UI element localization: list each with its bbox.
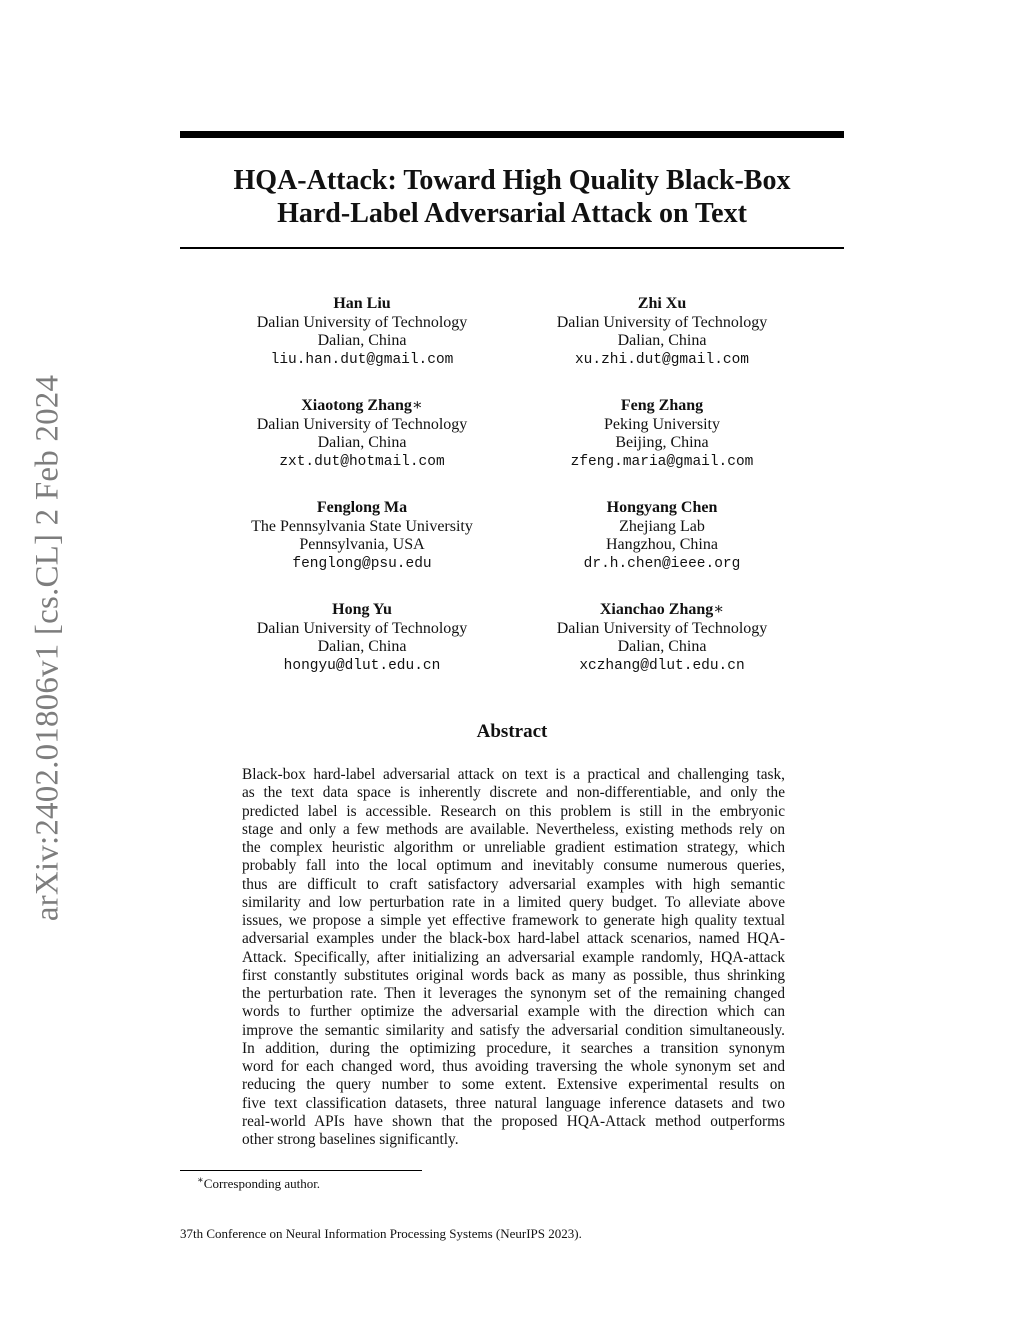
abstract-line: real-world APIs have shown that the proposed HQA-Attack method outperforms xyxy=(242,1112,785,1130)
author-affiliation: Dalian University of Technology xyxy=(256,313,468,331)
venue-notice: 37th Conference on Neural Information Processing Systems (NeurIPS 2023). xyxy=(180,1226,582,1241)
author-name-text: Hongyang Chen xyxy=(606,499,718,516)
author-affiliation: Dalian University of Technology xyxy=(556,313,768,331)
author-name xyxy=(512,295,812,314)
paper-title xyxy=(180,164,844,230)
author-name xyxy=(212,601,512,620)
author-email: dr.h.chen@ieee.org xyxy=(583,555,741,572)
paper-title-line-2: Hard-Label Adversarial Attack on Text xyxy=(277,198,747,229)
author-email: xczhang@dlut.edu.cn xyxy=(579,657,745,674)
author-affiliation: Peking University xyxy=(604,415,720,433)
author-email: liu.han.dut@gmail.com xyxy=(270,351,454,368)
abstract-line: improve the semantic similarity and satisfy the adversarial condition simultaneously. xyxy=(242,1021,785,1039)
author-affiliation: Dalian University of Technology xyxy=(256,415,468,433)
abstract-line: stage and only a few methods are available. Nevertheless, existing methods rely on xyxy=(242,820,785,838)
abstract-line: five text classification datasets, three natural language inference datasets and two xyxy=(242,1094,785,1112)
author-name-text: Hong Yu xyxy=(332,601,392,618)
author-block-hongyang-chen xyxy=(512,499,812,573)
abstract-line: In addition, during the optimizing procedure, it searches a transition synonym xyxy=(242,1039,785,1057)
author-block-feng-zhang xyxy=(512,397,812,471)
arxiv-identifier-text: arXiv:2402.01806v1 [cs.CL] 2 Feb 2024 xyxy=(29,374,66,921)
author-block-xianchao-zhang xyxy=(512,601,812,675)
author-name xyxy=(212,397,512,416)
abstract-line: as the text data space is inherently discrete and non-differentiable, and only the xyxy=(242,784,785,802)
author-name-text: Zhi Xu xyxy=(637,295,687,312)
author-name-text: Feng Zhang xyxy=(620,397,704,414)
abstract-line: Attack. Specifically, after initializing an adversarial example randomly, HQA-attack xyxy=(242,948,785,966)
abstract-line: thus are difficult to craft satisfactory adversarial examples with high semantic xyxy=(242,875,785,893)
author-name xyxy=(512,397,812,416)
title-bottom-rule xyxy=(180,247,844,249)
abstract-line: the complex heuristic algorithm or unreliable gradient estimation strategy, which xyxy=(242,839,785,856)
author-email: fenglong@psu.edu xyxy=(292,555,432,572)
author-location: Pennsylvania, USA xyxy=(299,536,425,553)
corresponding-mark: ∗ xyxy=(411,397,423,414)
abstract-line: issues, we propose a simple yet effective framework to generate high quality textual xyxy=(242,912,785,929)
abstract-line: other strong baselines significantly. xyxy=(242,1131,459,1148)
author-name-text: Fenglong Ma xyxy=(316,499,408,516)
author-email: zxt.dut@hotmail.com xyxy=(279,453,445,470)
author-block-hong-yu xyxy=(212,601,512,675)
author-affiliation: Dalian University of Technology xyxy=(556,619,768,637)
abstract-heading: Abstract xyxy=(476,721,548,742)
author-email: xu.zhi.dut@gmail.com xyxy=(574,351,750,368)
abstract-line: adversarial examples under the black-box hard-label attack scenarios, named HQA- xyxy=(242,930,785,948)
footnote-text: Corresponding author. xyxy=(203,1176,321,1191)
author-location: Hangzhou, China xyxy=(606,536,718,553)
author-location: Dalian, China xyxy=(617,638,707,655)
author-affiliation: Dalian University of Technology xyxy=(256,619,468,637)
author-block-xiaotong-zhang xyxy=(212,397,512,471)
corresponding-mark: ∗ xyxy=(713,601,725,618)
author-name-text: Xianchao Zhang xyxy=(599,601,714,618)
author-block-zhi-xu xyxy=(512,295,812,369)
footnote-rule xyxy=(180,1170,422,1171)
author-name-text: Han Liu xyxy=(333,295,391,312)
paper-title-line-1: HQA-Attack: Toward High Quality Black-Box xyxy=(233,165,791,196)
author-location: Dalian, China xyxy=(317,332,407,349)
abstract-body xyxy=(242,766,785,1149)
author-affiliation: The Pennsylvania State University xyxy=(251,517,473,535)
author-email: hongyu@dlut.edu.cn xyxy=(283,657,441,674)
author-location: Dalian, China xyxy=(317,434,407,451)
author-block-han-liu xyxy=(212,295,512,369)
author-name xyxy=(212,295,512,314)
abstract-line: words to further optimize the adversarial example with the direction which can xyxy=(242,1003,785,1021)
footnote xyxy=(197,1175,320,1192)
author-block-fenglong-ma xyxy=(212,499,512,573)
author-name xyxy=(512,601,812,620)
abstract-line: Black-box hard-label adversarial attack on text is a practical and challenging task, xyxy=(242,766,785,783)
abstract-line: similarity and low perturbation rate in a limited query budget. To alleviate above xyxy=(242,893,785,911)
author-location: Dalian, China xyxy=(317,638,407,655)
author-name-text: Xiaotong Zhang xyxy=(301,397,412,414)
abstract-line: probably fall into the local optimum and inevitably consume numerous queries, xyxy=(242,857,785,875)
author-location: Dalian, China xyxy=(617,332,707,349)
abstract-line: reducing the query number to some extent. Extensive experimental results on xyxy=(242,1076,785,1094)
author-name xyxy=(212,499,512,518)
footnote-mark: ∗ xyxy=(197,1175,204,1186)
arxiv-identifier-stamp xyxy=(18,365,78,930)
title-top-rule xyxy=(180,131,844,138)
author-name xyxy=(512,499,812,518)
author-email: zfeng.maria@gmail.com xyxy=(570,453,754,470)
author-affiliation: Zhejiang Lab xyxy=(619,517,705,535)
abstract-line: word for each changed word, thus avoiding traversing the whole synonym set and xyxy=(242,1058,785,1075)
abstract-line: first constantly substitutes original words back as many as possible, thus shrinking xyxy=(242,966,785,984)
abstract-line: predicted label is accessible. Research on this problem is still in the embryonic xyxy=(242,802,785,820)
author-location: Beijing, China xyxy=(615,434,709,451)
abstract-line: the perturbation rate. Then it leverages the synonym set of the remaining changed xyxy=(242,985,785,1002)
